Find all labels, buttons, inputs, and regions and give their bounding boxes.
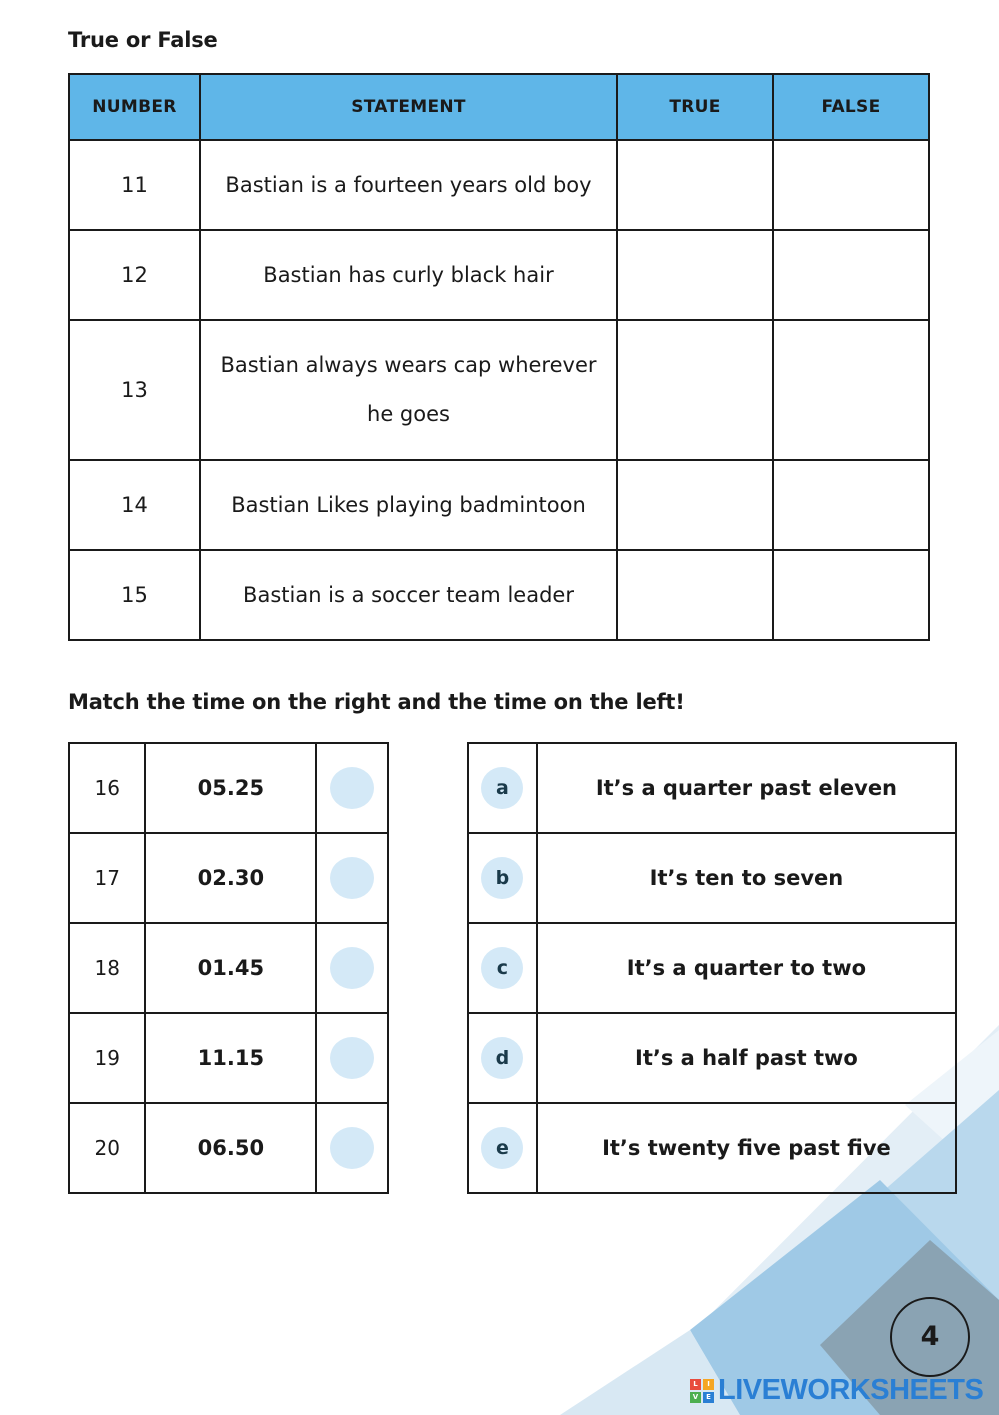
true-answer-cell[interactable] xyxy=(617,140,773,230)
time-phrase: It’s a quarter past eleven xyxy=(537,743,956,833)
brand-name: LIVEWORKSHEETS xyxy=(718,1374,984,1406)
time-value: 02.30 xyxy=(145,833,316,923)
row-number: 12 xyxy=(69,230,200,320)
answer-drop-target[interactable] xyxy=(330,947,374,989)
table-row xyxy=(468,1103,956,1193)
time-number: 20 xyxy=(69,1103,145,1193)
false-answer-cell[interactable] xyxy=(773,460,929,550)
table-row xyxy=(69,923,388,1013)
phrase-table xyxy=(467,742,957,1194)
true-false-title: True or False xyxy=(68,28,218,52)
row-number: 13 xyxy=(69,320,200,460)
time-value: 06.50 xyxy=(145,1103,316,1193)
brand-footer xyxy=(690,1374,983,1407)
time-value: 11.15 xyxy=(145,1013,316,1103)
option-letter-chip[interactable]: c xyxy=(481,947,523,989)
table-row xyxy=(69,550,929,640)
table-header-row xyxy=(69,74,929,140)
table-row xyxy=(69,140,929,230)
header-true: TRUE xyxy=(617,74,773,140)
page-number: 4 xyxy=(890,1297,970,1377)
time-phrase: It’s a half past two xyxy=(537,1013,956,1103)
time-phrase: It’s twenty five past five xyxy=(537,1103,956,1193)
table-row xyxy=(468,923,956,1013)
time-table xyxy=(68,742,389,1194)
false-answer-cell[interactable] xyxy=(773,320,929,460)
false-answer-cell[interactable] xyxy=(773,230,929,320)
time-phrase: It’s a quarter to two xyxy=(537,923,956,1013)
header-number: NUMBER xyxy=(69,74,200,140)
table-row xyxy=(69,1013,388,1103)
row-statement: Bastian is a soccer team leader xyxy=(200,550,617,640)
table-row xyxy=(69,1103,388,1193)
table-row xyxy=(69,320,929,460)
table-row xyxy=(468,1013,956,1103)
true-answer-cell[interactable] xyxy=(617,550,773,640)
false-answer-cell[interactable] xyxy=(773,550,929,640)
option-letter-chip[interactable]: d xyxy=(481,1037,523,1079)
table-row xyxy=(69,833,388,923)
table-row xyxy=(468,743,956,833)
time-number: 17 xyxy=(69,833,145,923)
time-value: 01.45 xyxy=(145,923,316,1013)
table-row xyxy=(69,230,929,320)
time-value: 05.25 xyxy=(145,743,316,833)
row-statement: Bastian has curly black hair xyxy=(200,230,617,320)
time-number: 19 xyxy=(69,1013,145,1103)
true-answer-cell[interactable] xyxy=(617,320,773,460)
true-answer-cell[interactable] xyxy=(617,230,773,320)
row-statement: Bastian is a fourteen years old boy xyxy=(200,140,617,230)
row-statement: Bastian Likes playing badmintoon xyxy=(200,460,617,550)
table-row xyxy=(69,743,388,833)
time-phrase: It’s ten to seven xyxy=(537,833,956,923)
false-answer-cell[interactable] xyxy=(773,140,929,230)
row-number: 11 xyxy=(69,140,200,230)
header-false: FALSE xyxy=(773,74,929,140)
table-row xyxy=(468,833,956,923)
header-statement: STATEMENT xyxy=(200,74,617,140)
time-number: 18 xyxy=(69,923,145,1013)
row-number: 15 xyxy=(69,550,200,640)
true-answer-cell[interactable] xyxy=(617,460,773,550)
answer-drop-target[interactable] xyxy=(330,857,374,899)
matching-title: Match the time on the right and the time on the left! xyxy=(68,690,685,714)
option-letter-chip[interactable]: a xyxy=(481,767,523,809)
true-false-table xyxy=(68,73,930,641)
option-letter-chip[interactable]: e xyxy=(481,1127,523,1169)
answer-drop-target[interactable] xyxy=(330,1037,374,1079)
row-statement: Bastian always wears cap wherever he goes xyxy=(200,320,617,460)
liveworksheets-logo-icon: L I V E xyxy=(690,1379,714,1403)
row-number: 14 xyxy=(69,460,200,550)
answer-drop-target[interactable] xyxy=(330,1127,374,1169)
answer-drop-target[interactable] xyxy=(330,767,374,809)
time-number: 16 xyxy=(69,743,145,833)
table-row xyxy=(69,460,929,550)
option-letter-chip[interactable]: b xyxy=(481,857,523,899)
